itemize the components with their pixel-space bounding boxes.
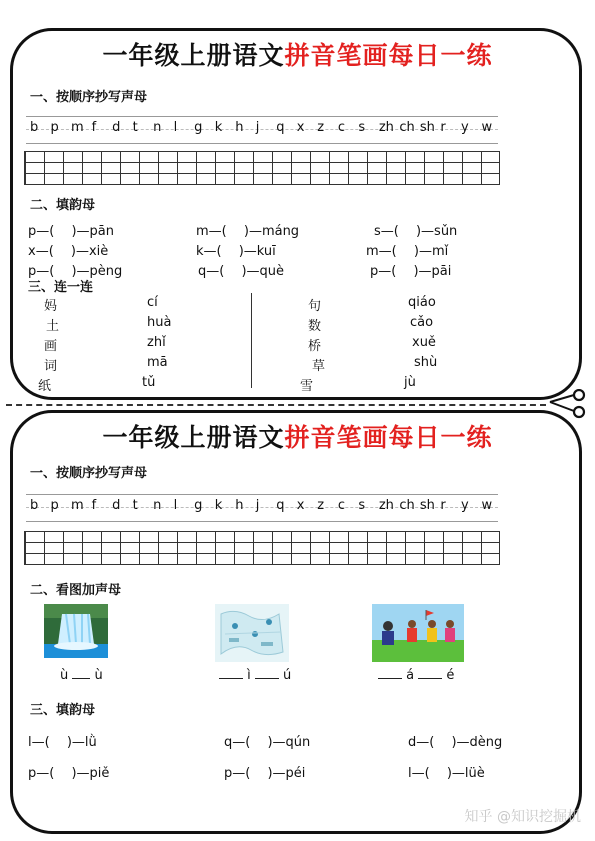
- match-divider: [251, 293, 252, 388]
- picture-blank-waterfall[interactable]: ù ù: [60, 668, 103, 683]
- initial-letter: c: [337, 498, 345, 513]
- initial-letter: z: [317, 120, 325, 135]
- picture-blank-map[interactable]: ì ú: [219, 668, 291, 683]
- initial-letter: m: [71, 120, 84, 135]
- initial-letter: h: [235, 498, 244, 513]
- initial-letter: k: [214, 120, 223, 135]
- worksheet-title-top: 一年级上册语文拼音笔画每日一练: [102, 41, 493, 70]
- initial-letter: ch: [399, 120, 415, 135]
- map-picture: [215, 604, 289, 662]
- section-heading-copy-initials: 一、按顺序抄写声母: [30, 90, 148, 105]
- fill-final-item[interactable]: q—( )—què: [198, 264, 285, 279]
- initial-letter: w: [481, 120, 493, 135]
- match-pinyin[interactable]: shù: [414, 355, 438, 370]
- initial-letter: b: [30, 120, 39, 135]
- match-char[interactable]: 雪: [300, 379, 314, 394]
- picture-blank-children[interactable]: á é: [378, 668, 454, 683]
- section-heading-copy-initials: 一、按顺序抄写声母: [30, 466, 148, 481]
- initial-letter: d: [112, 498, 121, 513]
- fill-final-item[interactable]: k—( )—kuī: [196, 244, 276, 259]
- fill-final-item[interactable]: l—( )—lǜ: [28, 735, 97, 750]
- match-char[interactable]: 妈: [44, 299, 58, 314]
- initial-letter: f: [91, 498, 97, 513]
- fill-final-item[interactable]: d—( )—dèng: [408, 735, 503, 750]
- match-pinyin[interactable]: xuě: [412, 335, 436, 350]
- initial-letter: q: [276, 120, 285, 135]
- initial-letter: h: [235, 120, 244, 135]
- initial-letter: s: [358, 498, 366, 513]
- initial-letter: g: [194, 120, 203, 135]
- match-pinyin[interactable]: jù: [404, 375, 416, 390]
- fill-final-item[interactable]: p—( )—pèng: [28, 264, 123, 279]
- match-char[interactable]: 数: [308, 319, 322, 334]
- worksheet-top: [10, 28, 582, 400]
- match-char[interactable]: 土: [46, 319, 60, 334]
- initial-letter: k: [214, 498, 223, 513]
- initials-row: [26, 116, 498, 144]
- initial-letter: zh: [378, 120, 394, 135]
- section-heading-picture-initials: 二、看图加声母: [30, 583, 122, 598]
- initial-letter: m: [71, 498, 84, 513]
- initial-letter: z: [317, 498, 325, 513]
- worksheet-title-bottom: 一年级上册语文拼音笔画每日一练: [102, 423, 493, 452]
- initial-letter: g: [194, 498, 203, 513]
- section-heading-match: 三、连一连: [28, 280, 94, 295]
- copy-writing-grid[interactable]: [24, 531, 500, 565]
- fill-final-item[interactable]: p—( )—péi: [224, 766, 306, 781]
- match-char[interactable]: 画: [44, 339, 58, 354]
- initial-letter: j: [255, 120, 260, 135]
- cut-line: [6, 404, 546, 406]
- initial-letter: s: [358, 120, 366, 135]
- initial-letter: q: [276, 498, 285, 513]
- fill-final-item[interactable]: m—( )—mǐ: [366, 244, 449, 259]
- fill-final-item[interactable]: s—( )—sǔn: [374, 224, 458, 239]
- match-pinyin[interactable]: mā: [147, 355, 168, 370]
- initial-letter: ch: [399, 498, 415, 513]
- children-running-picture: [372, 604, 464, 662]
- initial-letter: t: [132, 498, 138, 513]
- fill-final-item[interactable]: x—( )—xiè: [28, 244, 109, 259]
- initial-letter: t: [132, 120, 138, 135]
- initial-letter: p: [50, 498, 59, 513]
- fill-final-item[interactable]: l—( )—lüè: [408, 766, 485, 781]
- initial-letter: f: [91, 120, 97, 135]
- match-pinyin[interactable]: qiáo: [408, 295, 436, 310]
- match-char[interactable]: 草: [312, 359, 326, 374]
- waterfall-picture: [44, 604, 108, 658]
- initial-letter: sh: [419, 120, 435, 135]
- match-pinyin[interactable]: huà: [147, 315, 172, 330]
- initial-letter: l: [173, 498, 178, 513]
- match-pinyin[interactable]: zhǐ: [147, 335, 166, 350]
- fill-final-item[interactable]: p—( )—pāi: [370, 264, 452, 279]
- initial-letter: r: [440, 498, 446, 513]
- section-heading-fill-finals: 三、填韵母: [30, 703, 96, 718]
- section-heading-fill-finals: 二、填韵母: [30, 198, 96, 213]
- initial-letter: n: [153, 498, 162, 513]
- initial-letter: x: [296, 498, 305, 513]
- watermark: 知乎 @知识挖掘机: [464, 809, 581, 825]
- initial-letter: b: [30, 498, 39, 513]
- initial-letter: j: [255, 498, 260, 513]
- initial-letter: r: [440, 120, 446, 135]
- initial-letter: p: [50, 120, 59, 135]
- fill-final-item[interactable]: q—( )—qún: [224, 735, 311, 750]
- match-char[interactable]: 句: [308, 299, 322, 314]
- initial-letter: y: [460, 120, 469, 135]
- initial-letter: w: [481, 498, 493, 513]
- fill-final-item[interactable]: p—( )—pān: [28, 224, 114, 239]
- initial-letter: y: [460, 498, 469, 513]
- initials-row: [26, 494, 498, 522]
- match-pinyin[interactable]: cǎo: [410, 315, 434, 330]
- match-pinyin[interactable]: tǔ: [142, 375, 156, 390]
- initial-letter: n: [153, 120, 162, 135]
- initial-letter: c: [337, 120, 345, 135]
- match-char[interactable]: 纸: [38, 379, 52, 394]
- initial-letter: d: [112, 120, 121, 135]
- fill-final-item[interactable]: m—( )—máng: [196, 224, 300, 239]
- initial-letter: zh: [378, 498, 394, 513]
- initial-letter: sh: [419, 498, 435, 513]
- initial-letter: x: [296, 120, 305, 135]
- match-pinyin[interactable]: cí: [147, 295, 158, 310]
- match-char[interactable]: 桥: [308, 339, 322, 354]
- initial-letter: l: [173, 120, 178, 135]
- copy-writing-grid[interactable]: [24, 151, 500, 185]
- fill-final-item[interactable]: p—( )—piě: [28, 766, 110, 781]
- match-char[interactable]: 词: [44, 359, 58, 374]
